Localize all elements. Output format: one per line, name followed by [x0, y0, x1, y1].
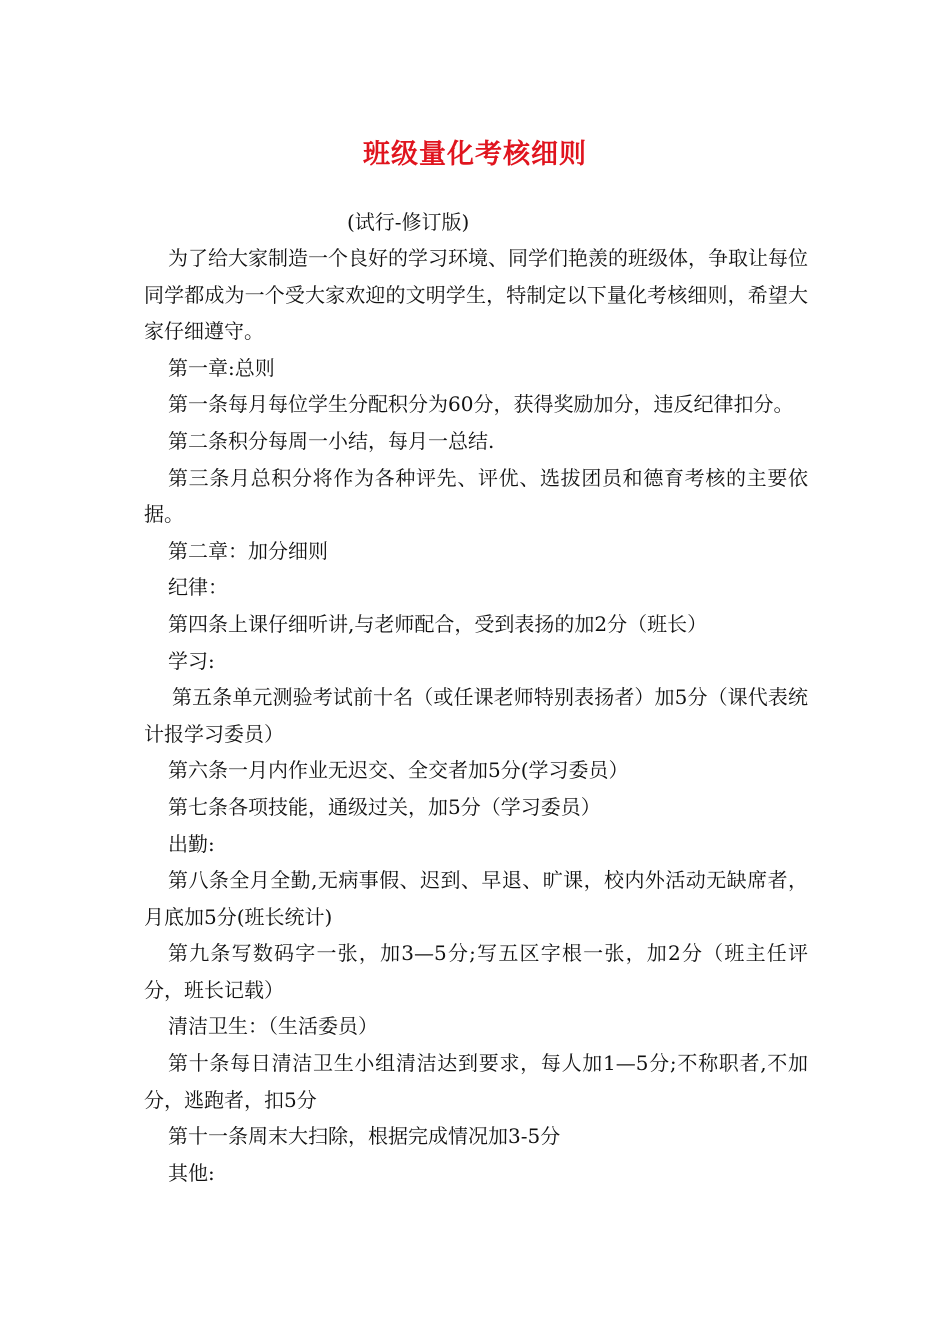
section-heading: 清洁卫生：（生活委员） [168, 1014, 378, 1039]
article-paragraph: 第一条每月每位学生分配积分为60分，获得奖励加分，违反纪律扣分。 [168, 392, 794, 417]
article-paragraph: 第三条月总积分将作为各种评先、评优、选拔团员和德育考核的主要依据。 [144, 465, 808, 527]
section-heading: 其他: [168, 1160, 215, 1185]
article-paragraph: 第十条每日清洁卫生小组清洁达到要求，每人加1—5分;不称职者,不加分，逃跑者，扣5分 [144, 1051, 808, 1112]
document-subtitle: (试行-修订版) [347, 210, 470, 234]
article-paragraph: 第八条全月全勤,无病事假、迟到、早退、旷课，校内外活动无缺席者，月底加5分(班长统计) [144, 868, 808, 929]
article-paragraph: 第二条积分每周一小结，每月一总结. [168, 428, 495, 453]
document-body [144, 240, 808, 1191]
document-title: 班级量化考核细则 [363, 139, 587, 170]
article-paragraph: 第十一条周末大扫除，根据完成情况加3-5分 [168, 1124, 561, 1149]
chapter-heading: 第一章:总则 [168, 355, 275, 380]
section-heading: 学习: [168, 648, 215, 673]
section-heading: 纪律： [168, 575, 228, 600]
article-paragraph: 第九条写数码字一张，加3—5分;写五区字根一张，加2分（班主任评分，班长记载） [144, 941, 808, 1002]
chapter-heading: 第二章：加分细则 [168, 538, 328, 563]
section-heading: 出勤: [168, 831, 215, 856]
article-paragraph: 第六条一月内作业无迟交、全交者加5分(学习委员） [168, 758, 629, 783]
article-paragraph: 第七条各项技能，通级过关，加5分（学习委员） [168, 794, 601, 819]
intro-paragraph: 为了给大家制造一个良好的学习环境、同学们艳羡的班级体，争取让每位同学都成为一个受大家欢迎的文明学生，特制定以下量化考核细则，希望大家仔细遵守。 [144, 246, 808, 344]
article-paragraph: 第五条单元测验考试前十名（或任课老师特别表扬者）加5分（课代表统计报学习委员） [144, 685, 808, 746]
article-paragraph: 第四条上课仔细听讲,与老师配合，受到表扬的加2分（班长） [168, 611, 708, 636]
